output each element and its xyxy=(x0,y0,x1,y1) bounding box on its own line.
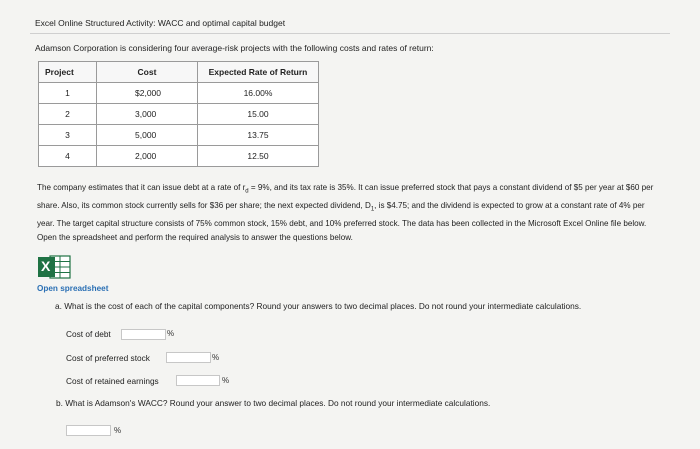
table-row xyxy=(39,125,319,146)
cost-of-preferred-label: Cost of preferred stock xyxy=(66,353,150,363)
wacc-input[interactable] xyxy=(66,425,111,436)
cell-return: 15.00 xyxy=(198,104,319,125)
cell-project: 3 xyxy=(39,125,97,146)
cell-project: 4 xyxy=(39,146,97,167)
header-project: Project xyxy=(39,62,97,83)
page-title: Excel Online Structured Activity: WACC and optimal capital budget xyxy=(35,18,286,28)
question-a: a. What is the cost of each of the capital components? Round your answers to two decimal places. Do not round your intermediate calculations. xyxy=(55,301,582,311)
wacc-unit: % xyxy=(114,426,122,435)
para-part2: = 9%, and its tax rate is 35%. It can issue preferred stock that pays a constant dividend of $5 per year at $60 per share. Also, its common stock currently sells for $36 per share; the next expected dividend, D xyxy=(37,183,654,210)
cell-return: 12.50 xyxy=(198,146,319,167)
para-part1: The company estimates that it can issue debt at a rate of r xyxy=(37,183,246,192)
table-row xyxy=(39,104,319,125)
table-header-row xyxy=(39,62,319,83)
cost-of-debt-label: Cost of debt xyxy=(66,329,111,339)
cell-cost: $2,000 xyxy=(97,83,198,104)
cost-of-preferred-unit: % xyxy=(212,353,220,362)
excel-icon[interactable] xyxy=(37,255,71,279)
table-row xyxy=(39,146,319,167)
cost-of-debt-unit: % xyxy=(167,329,175,338)
open-spreadsheet-link[interactable]: Open spreadsheet xyxy=(37,284,109,293)
cell-cost: 2,000 xyxy=(97,146,198,167)
cell-project: 1 xyxy=(39,83,97,104)
cell-project: 2 xyxy=(39,104,97,125)
header-expected-return: Expected Rate of Return xyxy=(198,62,319,83)
para-part3: , is $4.75; and the dividend is expected to grow at a constant rate of 4% per year. The target capital structure consists of 75% common stock, 15% debt, and 10% preferred stock. The data has been collected in the Microsoft Excel Online file below. Open the spreadsheet and perform the required analysis to answer the questions below. xyxy=(37,200,647,242)
cost-of-retained-earnings-label: Cost of retained earnings xyxy=(66,376,159,386)
projects-table xyxy=(38,61,319,167)
cell-cost: 3,000 xyxy=(97,104,198,125)
subscript-1: 1 xyxy=(370,206,375,213)
excel-icon-letter: X xyxy=(41,258,51,274)
cost-of-preferred-input[interactable] xyxy=(166,352,211,363)
header-cost: Cost xyxy=(97,62,198,83)
cell-return: 16.00% xyxy=(198,83,319,104)
problem-description xyxy=(37,181,662,245)
table-row xyxy=(39,83,319,104)
cost-of-retained-earnings-unit: % xyxy=(222,376,230,385)
cost-of-retained-earnings-input[interactable] xyxy=(176,375,220,386)
question-b: b. What is Adamson's WACC? Round your answer to two decimal places. Do not round your intermediate calculations. xyxy=(56,398,491,408)
subscript-d: d xyxy=(245,188,249,195)
cell-return: 13.75 xyxy=(198,125,319,146)
intro-text: Adamson Corporation is considering four average-risk projects with the following costs and rates of return: xyxy=(35,43,434,53)
cost-of-debt-input[interactable] xyxy=(121,329,166,340)
divider xyxy=(30,33,670,34)
cell-cost: 5,000 xyxy=(97,125,198,146)
